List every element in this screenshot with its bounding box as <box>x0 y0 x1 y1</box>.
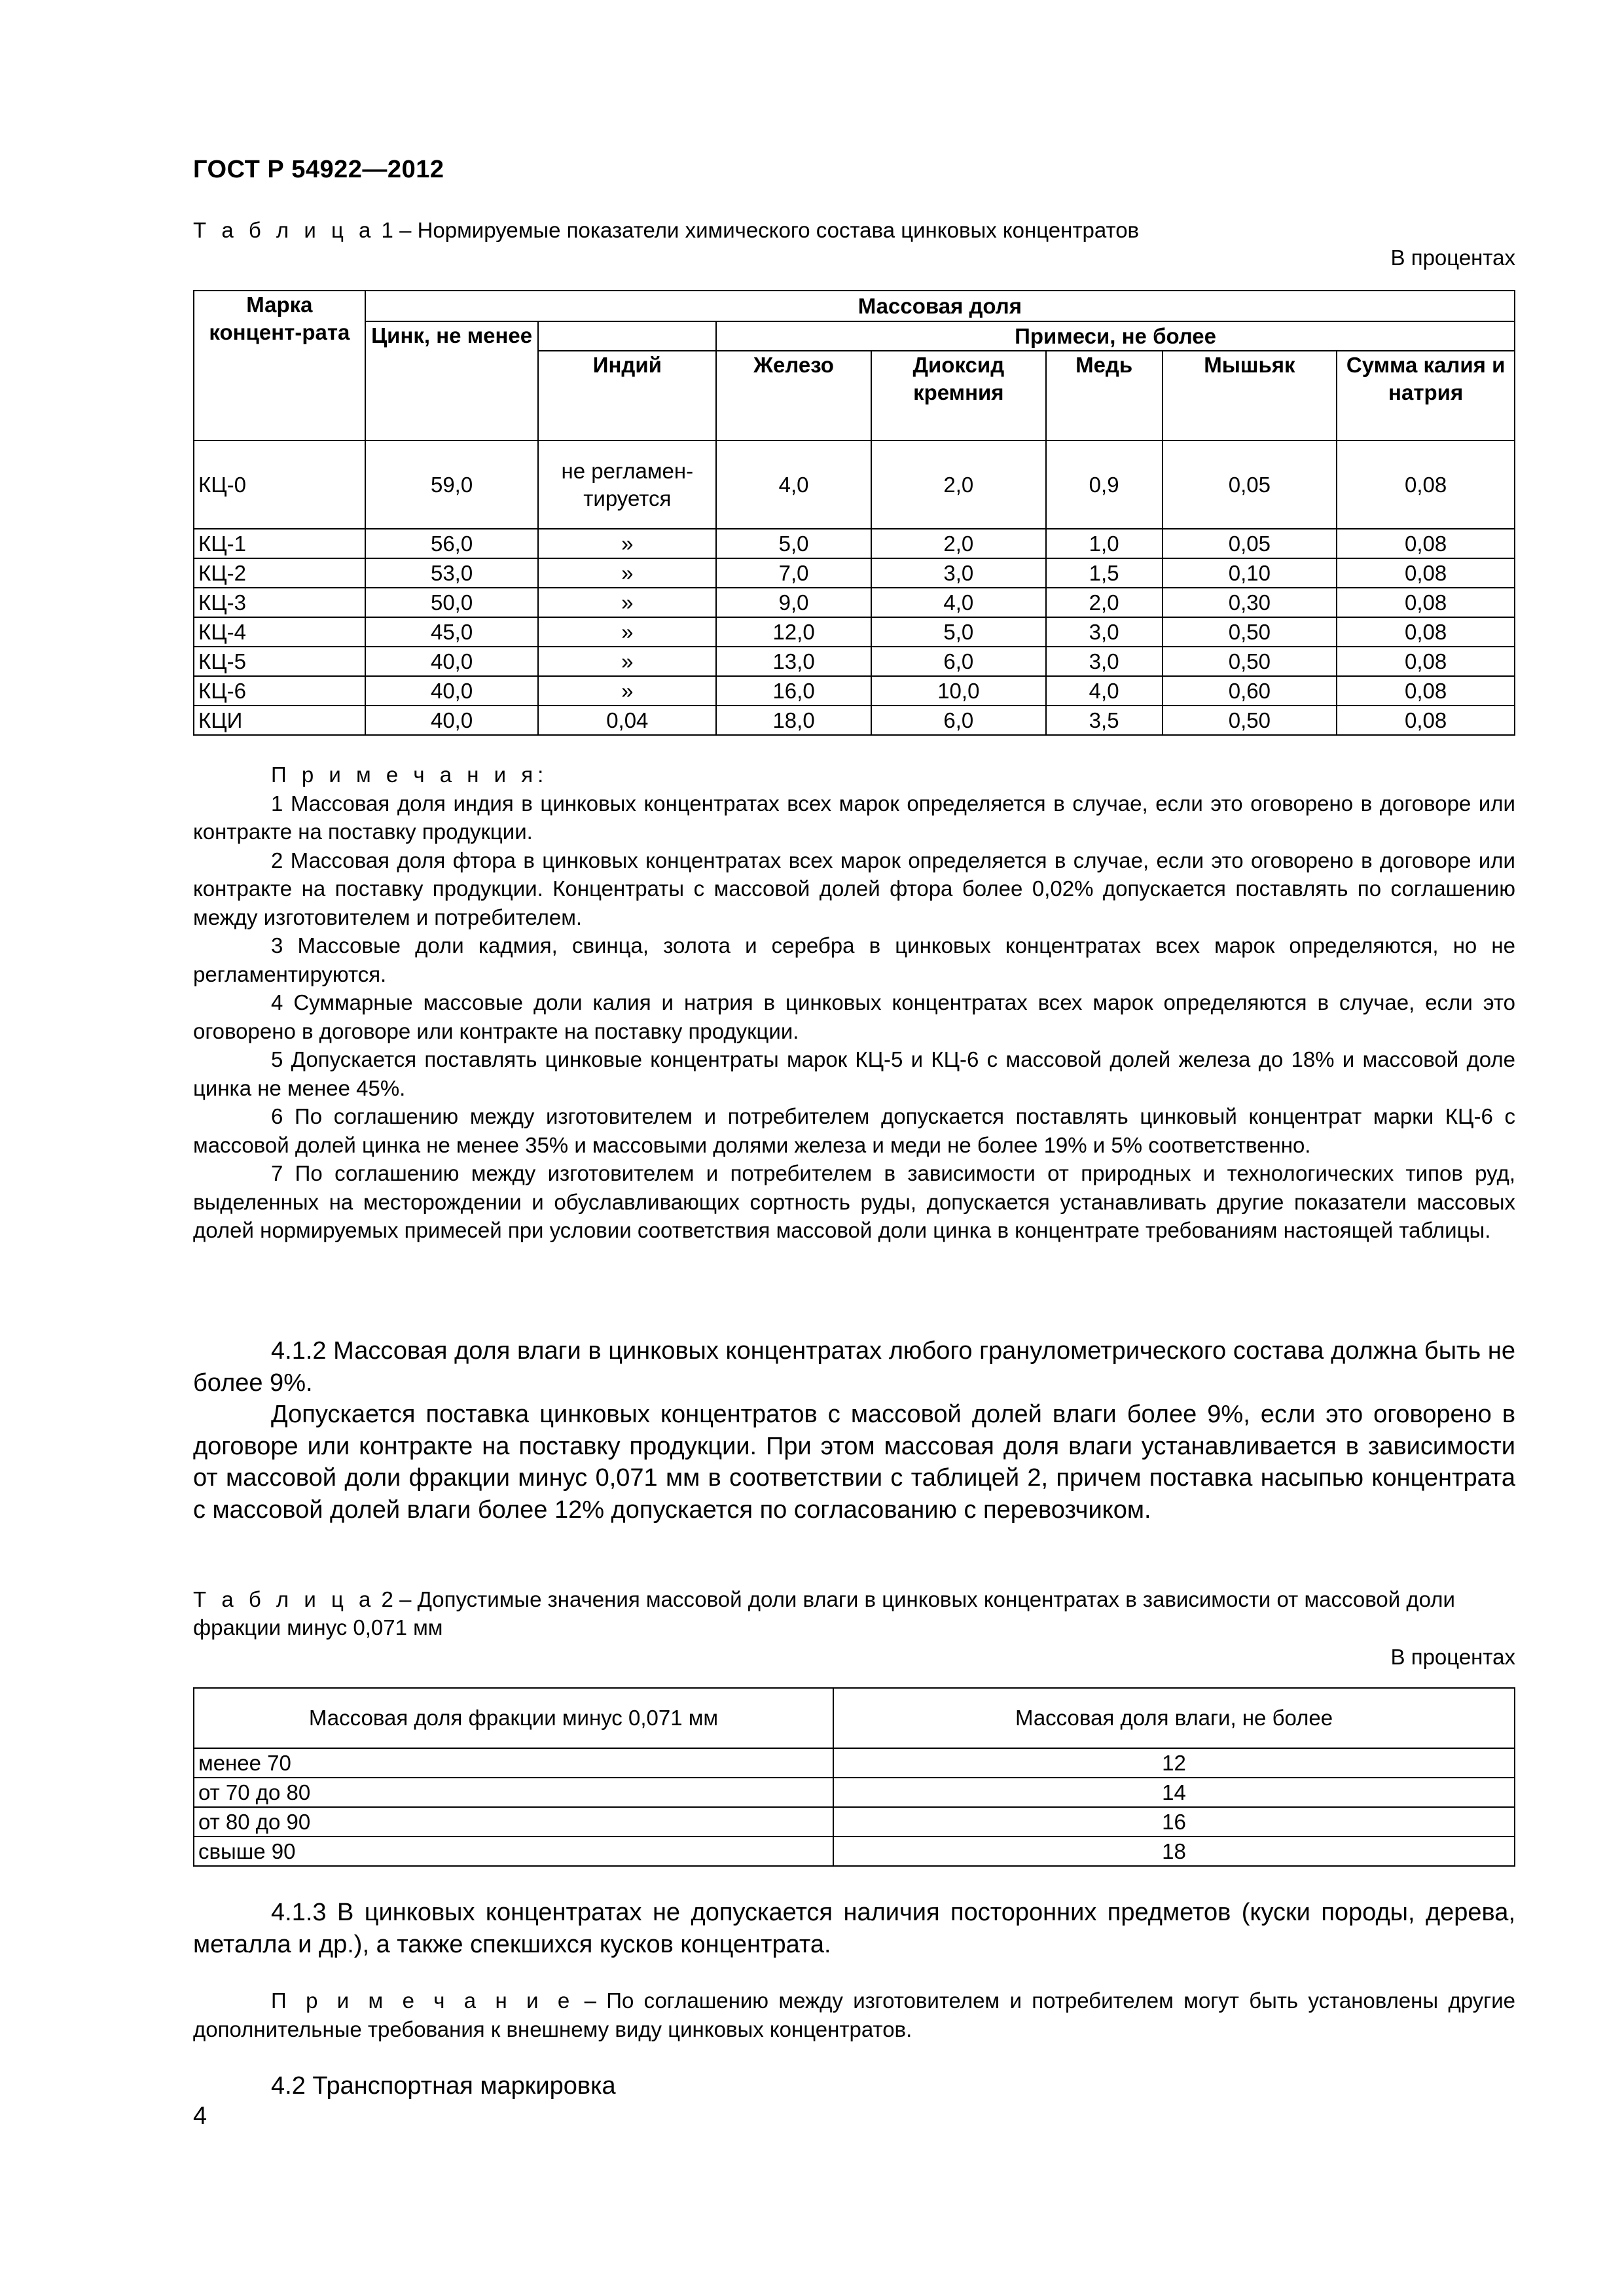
cell-sum-k-na: 0,08 <box>1337 706 1515 735</box>
cell-indium: » <box>538 588 716 617</box>
cell-silica: 2,0 <box>871 529 1046 558</box>
cell-copper: 3,5 <box>1046 706 1163 735</box>
cell-iron: 16,0 <box>716 676 871 706</box>
document-header: ГОСТ Р 54922—2012 <box>193 156 444 183</box>
cell-silica: 5,0 <box>871 617 1046 647</box>
cell-indium: » <box>538 676 716 706</box>
table1-body <box>194 440 1515 735</box>
cell-arsenic: 0,05 <box>1163 529 1337 558</box>
cell-indium: » <box>538 529 716 558</box>
table2 <box>193 1687 1515 1867</box>
cell-copper: 3,0 <box>1046 617 1163 647</box>
col-header-fraction: Массовая доля фракции минус 0,071 мм <box>194 1688 833 1748</box>
cell-grade: КЦ-5 <box>194 647 365 676</box>
cell-grade: КЦ-2 <box>194 558 365 588</box>
cell-sum-k-na: 0,08 <box>1337 647 1515 676</box>
cell-iron: 13,0 <box>716 647 871 676</box>
table-row <box>194 676 1515 706</box>
table2-caption <box>193 1585 1515 1641</box>
col-header-silica: Диоксид кремния <box>871 351 1046 440</box>
table2-caption-prefix: Т а б л и ц а <box>193 1587 376 1611</box>
col-header-grade: Марка концент-рата <box>194 291 365 440</box>
table-row <box>194 1837 1515 1866</box>
col-header-impurities: Примеси, не более <box>716 321 1515 351</box>
table2-units: В процентах <box>1390 1645 1515 1669</box>
cell-moisture: 12 <box>833 1748 1515 1778</box>
table1-caption-prefix: Т а б л и ц а <box>193 218 376 242</box>
cell-zinc: 40,0 <box>365 647 539 676</box>
cell-sum-k-na: 0,08 <box>1337 617 1515 647</box>
note-item: 7 По соглашению между изготовителем и потребителем в зависимости от природных и технологических типов руд, выделенных на месторождении и обуславливающих сортность руды, допускается устанавливать другие показатели массовых долей нормируемых примесей при условии соответствия массовой доли цинка в концентрате требованиям настоящей таблицы. <box>193 1161 1515 1242</box>
cell-grade: КЦ-3 <box>194 588 365 617</box>
cell-iron: 5,0 <box>716 529 871 558</box>
note-item: 5 Допускается поставлять цинковые концентраты марок КЦ-5 и КЦ-6 с массовой долей железа до 18% и массовой доле цинка не менее 45%. <box>193 1047 1515 1100</box>
cell-iron: 7,0 <box>716 558 871 588</box>
col-header-copper: Медь <box>1046 351 1163 440</box>
cell-indium: » <box>538 647 716 676</box>
cell-fraction: свыше 90 <box>194 1837 833 1866</box>
table2-body <box>194 1748 1515 1866</box>
cell-arsenic: 0,50 <box>1163 647 1337 676</box>
cell-copper: 2,0 <box>1046 588 1163 617</box>
cell-moisture: 18 <box>833 1837 1515 1866</box>
cell-arsenic: 0,50 <box>1163 706 1337 735</box>
cell-sum-k-na: 0,08 <box>1337 588 1515 617</box>
col-header-indium: Индий <box>538 351 716 440</box>
section-4-1-2 <box>193 1335 1515 1526</box>
note-block <box>193 1986 1515 2043</box>
cell-arsenic: 0,10 <box>1163 558 1337 588</box>
table1-caption-text: 1 – Нормируемые показатели химического состава цинковых концентратов <box>375 218 1140 242</box>
cell-silica: 10,0 <box>871 676 1046 706</box>
col-header-moisture: Массовая доля влаги, не более <box>833 1688 1515 1748</box>
cell-grade: КЦ-6 <box>194 676 365 706</box>
cell-sum-k-na: 0,08 <box>1337 440 1515 529</box>
table1-units: В процентах <box>1390 245 1515 270</box>
cell-arsenic: 0,05 <box>1163 440 1337 529</box>
cell-copper: 4,0 <box>1046 676 1163 706</box>
cell-zinc: 56,0 <box>365 529 539 558</box>
cell-zinc: 40,0 <box>365 676 539 706</box>
note-item: 2 Массовая доля фтора в цинковых концентратах всех марок определяется в случае, если это оговорено в договоре или контракте на поставку продукции. Концентраты с массовой долей фтора более 0,02% допускается поставлять по соглашению между изготовителем и потребителем. <box>193 848 1515 929</box>
page-number: 4 <box>193 2102 208 2130</box>
note-item: 3 Массовые доли кадмия, свинца, золота и серебра в цинковых концентратах всех марок определяются, но не регламентируются. <box>193 933 1515 986</box>
cell-iron: 4,0 <box>716 440 871 529</box>
cell-iron: 18,0 <box>716 706 871 735</box>
col-header-mass-fraction: Массовая доля <box>365 291 1515 321</box>
cell-copper: 0,9 <box>1046 440 1163 529</box>
section-4-1-3 <box>193 1897 1515 1960</box>
cell-silica: 3,0 <box>871 558 1046 588</box>
note-prefix: П р и м е ч а н и е <box>271 1988 575 2013</box>
table-row <box>194 1807 1515 1837</box>
cell-iron: 9,0 <box>716 588 871 617</box>
cell-silica: 2,0 <box>871 440 1046 529</box>
table1 <box>193 290 1515 736</box>
cell-fraction: менее 70 <box>194 1748 833 1778</box>
cell-copper: 1,0 <box>1046 529 1163 558</box>
cell-zinc: 53,0 <box>365 558 539 588</box>
table-row <box>194 529 1515 558</box>
cell-silica: 6,0 <box>871 647 1046 676</box>
cell-silica: 4,0 <box>871 588 1046 617</box>
cell-indium: не регламен-тируется <box>538 440 716 529</box>
cell-zinc: 45,0 <box>365 617 539 647</box>
cell-zinc: 50,0 <box>365 588 539 617</box>
cell-grade: КЦ-4 <box>194 617 365 647</box>
cell-arsenic: 0,30 <box>1163 588 1337 617</box>
cell-iron: 12,0 <box>716 617 871 647</box>
cell-grade: КЦ-0 <box>194 440 365 529</box>
cell-moisture: 16 <box>833 1807 1515 1837</box>
cell-grade: КЦИ <box>194 706 365 735</box>
table-row <box>194 1778 1515 1807</box>
table-row <box>194 588 1515 617</box>
section-4-2 <box>193 2070 1515 2102</box>
col-header-zinc: Цинк, не менее <box>365 321 539 440</box>
cell-indium: » <box>538 558 716 588</box>
table-row <box>194 617 1515 647</box>
cell-moisture: 14 <box>833 1778 1515 1807</box>
note-item: 1 Массовая доля индия в цинковых концентратах всех марок определяется в случае, если это оговорено в договоре или контракте на поставку продукции. <box>193 791 1515 844</box>
cell-fraction: от 80 до 90 <box>194 1807 833 1837</box>
cell-fraction: от 70 до 80 <box>194 1778 833 1807</box>
cell-zinc: 59,0 <box>365 440 539 529</box>
cell-grade: КЦ-1 <box>194 529 365 558</box>
note-text: – По соглашению между изготовителем и потребителем могут быть установлены другие дополнительные требования к внешнему виду цинковых концентратов. <box>193 1988 1515 2041</box>
section-heading: 4.2 Транспортная маркировка <box>271 2072 616 2100</box>
cell-sum-k-na: 0,08 <box>1337 529 1515 558</box>
table1-caption <box>193 216 1515 244</box>
col-header-sum-k-na: Сумма калия и натрия <box>1337 351 1515 440</box>
paragraph: Допускается поставка цинковых концентратов с массовой долей влаги более 9%, если это оговорено в договоре или контракте на поставку продукции. При этом массовая доля влаги устанавливается в зависимости от массовой доли фракции минус 0,071 мм в соответствии с таблицей 2, причем поставка насыпью концентрата с массовой долей влаги более 12% допускается по согласованию с перевозчиком. <box>193 1401 1515 1524</box>
table-row <box>194 647 1515 676</box>
col-header-iron: Железо <box>716 351 871 440</box>
col-header-arsenic: Мышьяк <box>1163 351 1337 440</box>
note-item: 6 По соглашению между изготовителем и потребителем допускается поставлять цинковый концентрат марки КЦ-6 с массовой долей цинка не менее 35% и массовыми долями железа и меди не более 19% и 5% соответственно. <box>193 1104 1515 1157</box>
note-item: 4 Суммарные массовые доли калия и натрия в цинковых концентратах всех марок определяются в случае, если это оговорено в договоре или контракте на поставку продукции. <box>193 990 1515 1043</box>
table-row <box>194 706 1515 735</box>
notes-title: П р и м е ч а н и я: <box>271 762 549 787</box>
cell-indium: » <box>538 617 716 647</box>
cell-silica: 6,0 <box>871 706 1046 735</box>
col-header-empty <box>538 321 716 351</box>
paragraph: 4.1.3 В цинковых концентратах не допускается наличия посторонних предметов (куски породы, дерева, металла и др.), а также спекшихся кусков концентрата. <box>193 1899 1515 1958</box>
table2-caption-text: 2 – Допустимые значения массовой доли влаги в цинковых концентратах в зависимости от массовой доли фракции минус 0,071 мм <box>193 1587 1455 1640</box>
cell-sum-k-na: 0,08 <box>1337 676 1515 706</box>
table-row <box>194 440 1515 529</box>
cell-zinc: 40,0 <box>365 706 539 735</box>
cell-copper: 1,5 <box>1046 558 1163 588</box>
table1-notes <box>193 761 1515 1245</box>
note-paragraph <box>193 1986 1515 2043</box>
cell-arsenic: 0,60 <box>1163 676 1337 706</box>
table-row <box>194 558 1515 588</box>
cell-sum-k-na: 0,08 <box>1337 558 1515 588</box>
paragraph: 4.1.2 Массовая доля влаги в цинковых концентратах любого гранулометрического состава должна быть не более 9%. <box>193 1337 1515 1397</box>
table-row <box>194 1748 1515 1778</box>
cell-copper: 3,0 <box>1046 647 1163 676</box>
cell-arsenic: 0,50 <box>1163 617 1337 647</box>
cell-indium: 0,04 <box>538 706 716 735</box>
